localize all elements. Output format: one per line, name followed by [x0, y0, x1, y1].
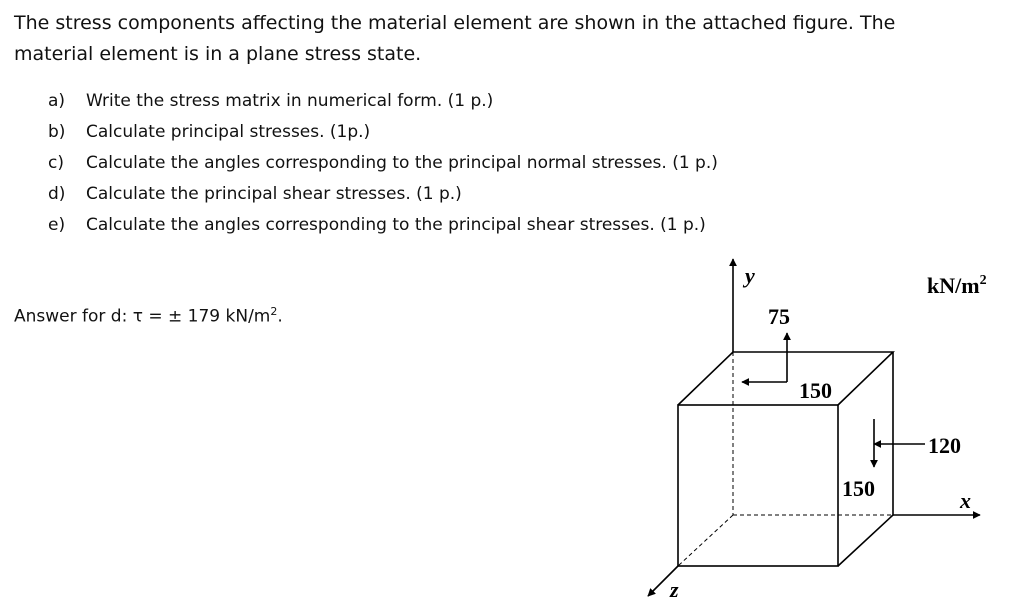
- answer-text: Answer for d: τ = ± 179 kN/m: [14, 306, 271, 327]
- stress-value-right-shear: 150: [842, 476, 875, 501]
- task-letter: b): [48, 122, 66, 142]
- hidden-edge-depth: [678, 515, 733, 566]
- top-face-stresses: [742, 333, 787, 382]
- task-text: Calculate the principal shear stresses. (1 p.): [86, 184, 462, 204]
- task-letter: d): [48, 184, 66, 204]
- task-text: Write the stress matrix in numerical form. (1 p.): [86, 91, 494, 111]
- z-axis-label: z: [670, 577, 679, 602]
- intro-line-2: material element is in a plane stress state.: [14, 43, 422, 65]
- task-text: Calculate the angles corresponding to the principal shear stresses. (1 p.): [86, 215, 706, 235]
- stress-value-top-shear: 150: [799, 378, 832, 403]
- unit-exponent: 2: [979, 273, 987, 288]
- unit-label: [927, 273, 987, 298]
- task-text: Calculate principal stresses. (1p.): [86, 122, 371, 142]
- answer-exponent: 2: [270, 305, 278, 318]
- stress-value-right-normal: 120: [928, 433, 961, 458]
- cube-front-face: [678, 405, 838, 566]
- task-letter: a): [48, 91, 66, 111]
- task-letter: e): [48, 215, 66, 235]
- cube-right-face: [838, 352, 893, 566]
- right-face-stresses: [874, 419, 925, 467]
- stress-value-top-normal: 75: [768, 304, 790, 329]
- y-axis-label: y: [745, 263, 755, 288]
- task-letter: c): [48, 153, 64, 173]
- coordinate-axes: [648, 259, 980, 596]
- cube-outline: [678, 352, 893, 566]
- task-text: Calculate the angles corresponding to the principal normal stresses. (1 p.): [86, 153, 718, 173]
- cube-top-face: [678, 352, 893, 405]
- unit-base: kN/m: [927, 273, 980, 298]
- x-axis-label: x: [960, 488, 971, 513]
- intro-line-1: The stress components affecting the material element are shown in the attached figure. The: [14, 12, 896, 34]
- answer-period: .: [277, 306, 283, 327]
